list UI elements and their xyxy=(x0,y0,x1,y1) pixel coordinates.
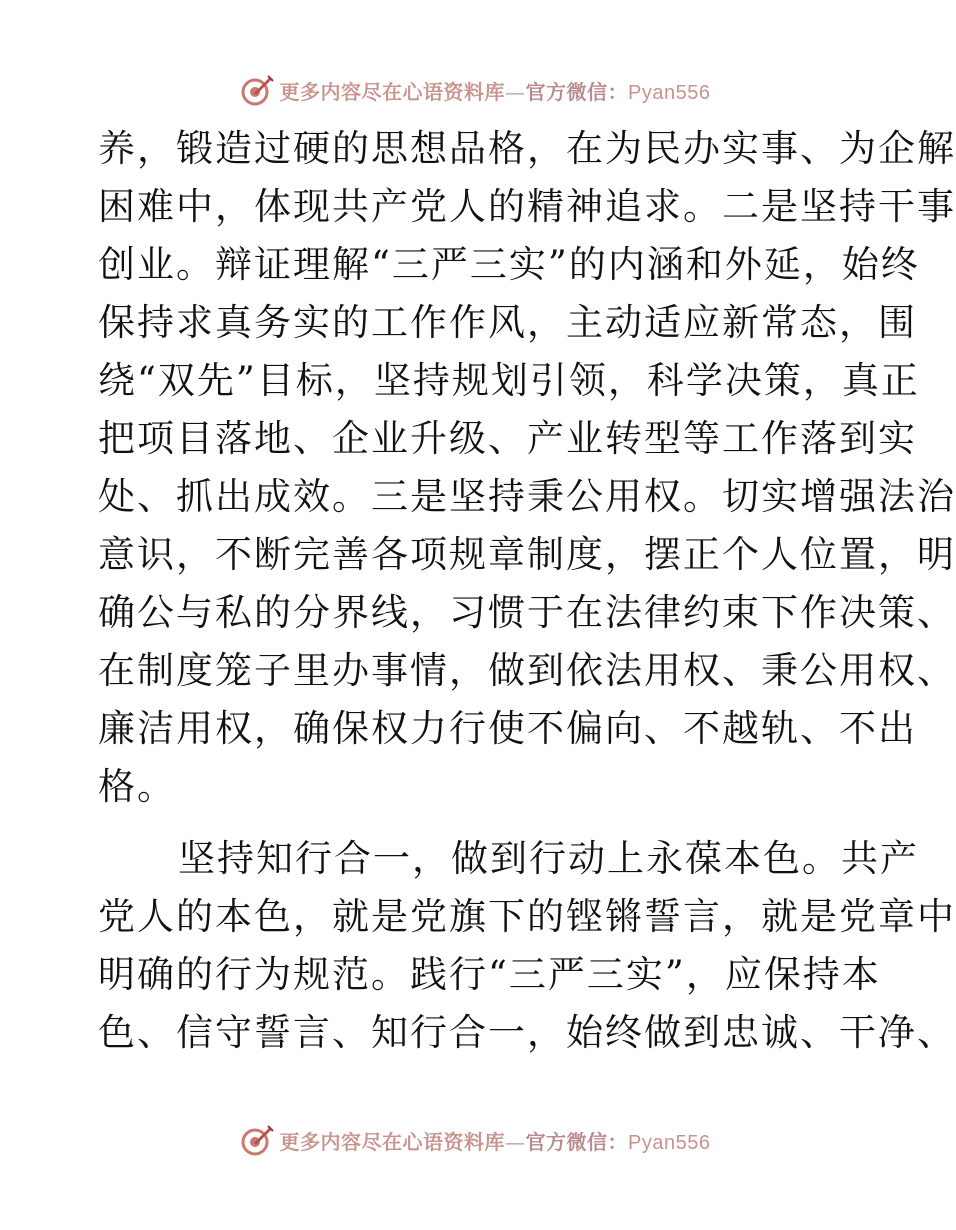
banner-separator: — xyxy=(505,1129,526,1154)
banner-main-text: 更多内容尽在心语资料库 xyxy=(279,1129,506,1154)
banner-wechat-label: 官方微信： xyxy=(525,1129,629,1154)
text-line: 廉洁用权，确保权力行使不偏向、不越轨、不出 xyxy=(98,707,917,750)
paragraph-gap xyxy=(98,816,858,830)
text-line: 坚持知行合一，做到行动上永葆本色。共产 xyxy=(178,837,919,880)
footer-banner-text xyxy=(280,1126,711,1155)
paragraph-1 xyxy=(98,120,956,816)
text-line: 色、信守誓言、知行合一，始终做到忠诚、干净、 xyxy=(98,1011,956,1054)
header-banner-text xyxy=(280,76,711,105)
text-line: 把项目落地、企业升级、产业转型等工作落到实 xyxy=(98,417,917,460)
banner-wechat-label: 官方微信： xyxy=(525,79,629,104)
text-line: 养，锻造过硬的思想品格，在为民办实事、为企解 xyxy=(98,127,956,170)
pen-logo-icon xyxy=(240,1123,274,1157)
text-line: 意识，不断完善各项规章制度，摆正个人位置，明 xyxy=(98,533,956,576)
footer-banner-content xyxy=(240,1123,711,1157)
banner-separator: — xyxy=(505,79,526,104)
header-banner xyxy=(0,68,950,112)
text-line: 处、抓出成效。三是坚持秉公用权。切实增强法治 xyxy=(98,475,956,518)
text-line: 党人的本色，就是党旗下的铿锵誓言，就是党章中 xyxy=(98,895,956,938)
document-body xyxy=(98,120,956,1062)
header-banner-content xyxy=(240,73,711,107)
banner-wechat-id: Pyan556 xyxy=(628,81,711,104)
text-line: 确公与私的分界线，习惯于在法律约束下作决策、 xyxy=(98,591,956,634)
text-line: 保持求真务实的工作作风，主动适应新常态，围 xyxy=(98,301,917,344)
pen-logo-icon xyxy=(240,73,274,107)
text-line: 在制度笼子里办事情，做到依法用权、秉公用权、 xyxy=(98,649,956,692)
footer-banner xyxy=(0,1118,950,1162)
text-line: 明确的行为规范。践行“三严三实”，应保持本 xyxy=(98,953,881,996)
banner-main-text: 更多内容尽在心语资料库 xyxy=(279,79,506,104)
text-line: 创业。辩证理解“三严三实”的内涵和外延，始终 xyxy=(98,243,920,286)
banner-wechat-id: Pyan556 xyxy=(628,1131,711,1154)
text-line: 格。 xyxy=(98,765,176,808)
paragraph-2 xyxy=(98,830,956,1062)
text-line: 绕“双先”目标，坚持规划引领，科学决策，真正 xyxy=(98,359,920,402)
text-line: 困难中，体现共产党人的精神追求。二是坚持干事 xyxy=(98,185,956,228)
